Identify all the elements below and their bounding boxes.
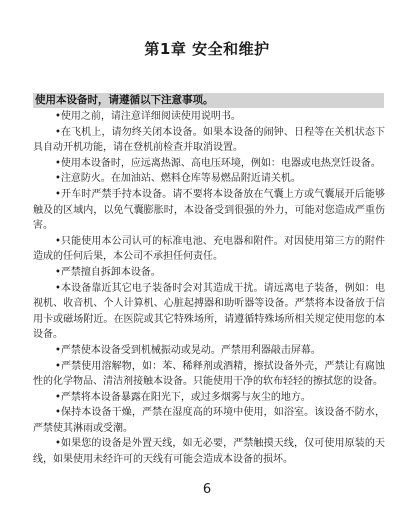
note-disassembly: •严禁擅自拆卸本设备。 (55, 266, 161, 278)
page-number: 6 (202, 482, 212, 497)
chapter-title: 第1章 安全和维护 (144, 40, 270, 58)
note-cleaning: •严禁使用溶解物，如：苯、稀释剂或酒精，擦拭设备外壳，严禁让有腐蚀性的化学物品、清洁剂接触本设备。只能使用干净的软布轻轻的擦拭您的设备。 (33, 360, 385, 388)
note-heat-source: •使用本设备时，应远离热源、高电压环境，例如：电器或电热烹饪设备。 (55, 157, 381, 169)
note-moisture: •保持本设备干燥，严禁在湿度高的环境中使用，如浴室。该设备不防水，严禁使其淋雨或受潮。 (33, 407, 385, 434)
note-interference: •本设备靠近其它电子装备时会对其造成干扰。请远离电子装备，例如：电视机、收音机、个人计算机、心脏起搏器和助听器等设备。严禁将本设备放于信用卡或磁场附近。在医院或其它特殊场所，请遵循特殊场所相关规定使用您的本设备。 (33, 282, 385, 341)
notice-heading: 使用本设备时，请遵循以下注意事项。 (33, 93, 384, 108)
note-driving: •开车时严禁手持本设备。请不要将本设备放在气囊上方或气囊展开后能够触及的区域内，以免气囊膨胀时，本设备受到很强的外力，可能对您造成严重伤害。 (33, 188, 385, 232)
note-sunlight: •严禁将本设备暴露在阳光下，或过多烟雾与灰尘的地方。 (55, 391, 311, 403)
note-read-manual: •使用之前，请注意详细阅读使用说明书。 (55, 111, 241, 122)
note-fire: •注意防火。在加油站、燃料仓库等易燃品附近请关机。 (55, 173, 301, 185)
safety-notes (33, 109, 385, 468)
note-vibration: •严禁使本设备受到机械振动或晃动。严禁用利器敲击屏幕。 (55, 344, 321, 356)
note-airplane: •在飞机上，请勿终关闭本设备。如果本设备的闹钟、日程等在关机状态下具自动开机功能，请在登机前检查并取消设置。 (33, 126, 385, 154)
note-accessories: •只能使用本公司认可的标准电池、充电器和附件。对因使用第三方的附件造成的任何后果，本公司不承担任何责任。 (33, 235, 385, 263)
note-antenna: •如果您的设备是外置天线，如无必要，严禁触摸天线，仅可使用原装的天线，如果使用未经许可的天线有可能会造成本设备的损坏。 (33, 438, 385, 466)
